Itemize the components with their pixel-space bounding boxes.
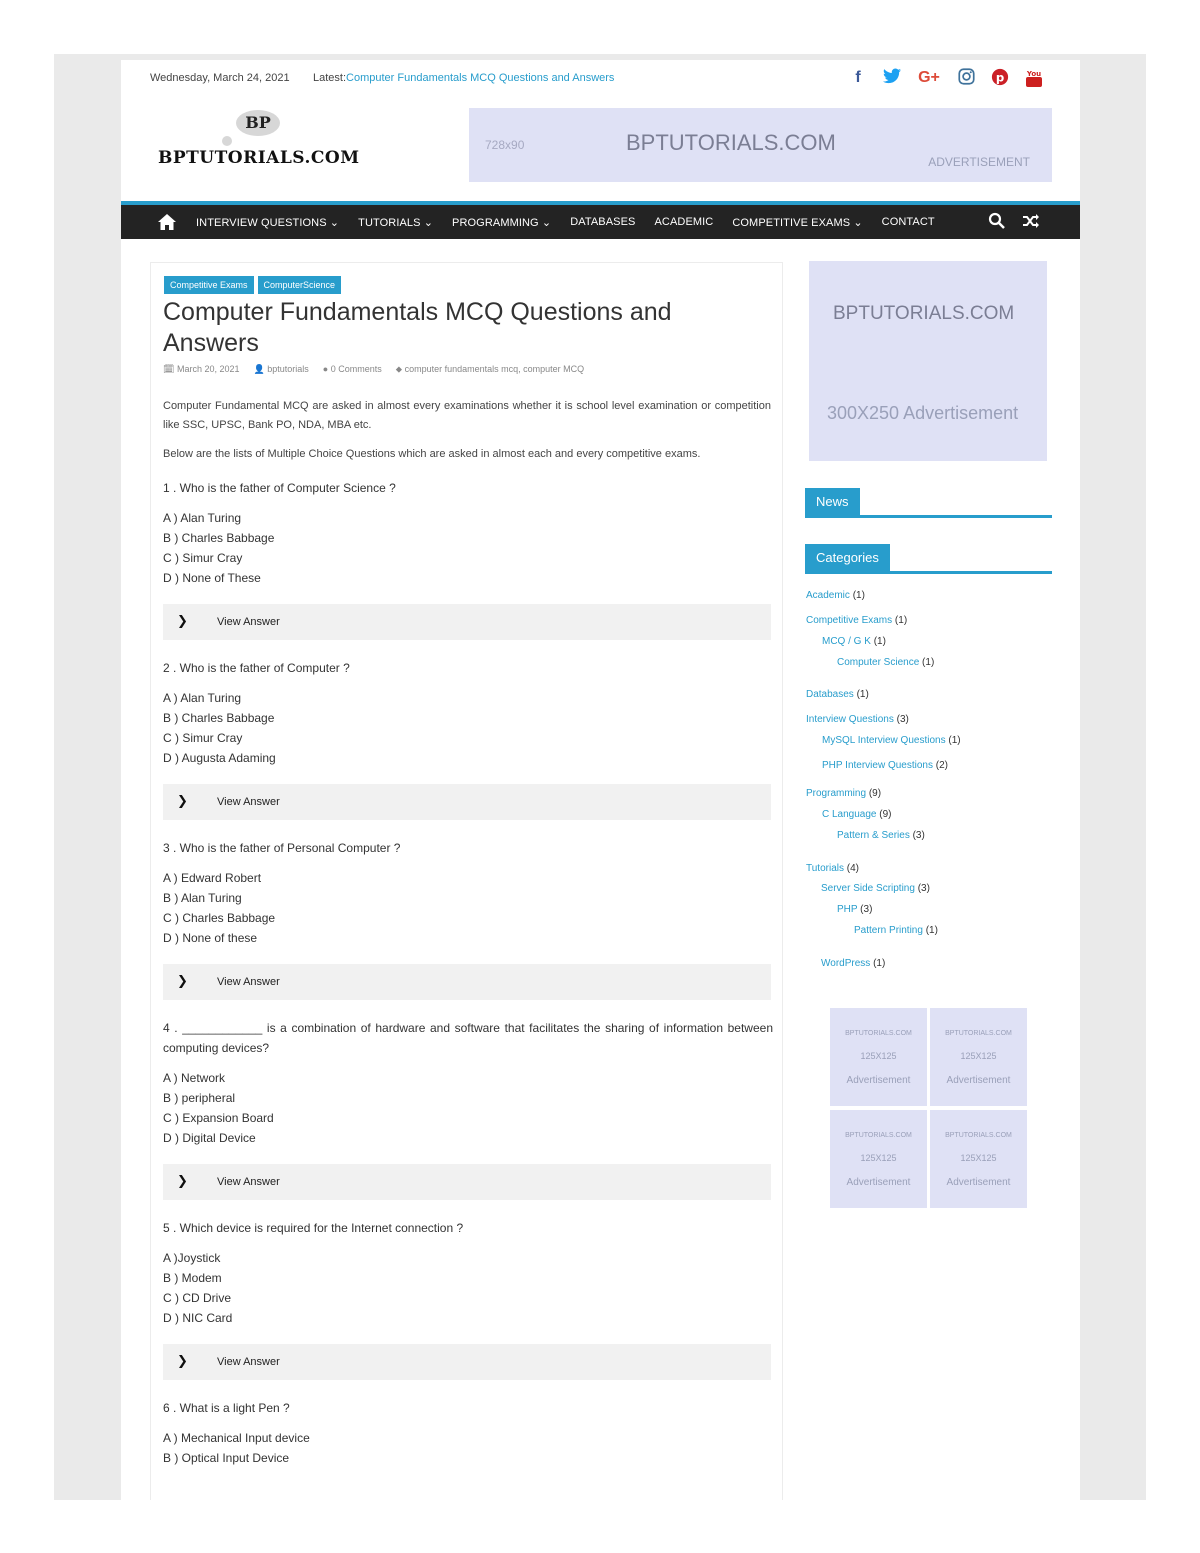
category-count: (1): [873, 636, 886, 647]
category-link[interactable]: Pattern & Series: [837, 830, 910, 841]
instagram-icon[interactable]: [956, 68, 976, 88]
ad-label: Advertisement: [946, 1075, 1011, 1086]
option-list: [163, 868, 773, 948]
category-count: (9): [879, 809, 892, 820]
option-list: [163, 508, 773, 588]
question-block: [163, 478, 773, 588]
chevron-right-icon: ❯: [177, 793, 188, 808]
ad-size: 125X125: [960, 1153, 997, 1163]
option: D ) Augusta Adaming: [163, 751, 276, 765]
header-advertisement[interactable]: [469, 108, 1052, 182]
category-count: (1): [894, 615, 908, 626]
question-block: [163, 838, 773, 948]
article-title: Computer Fundamentals MCQ Questions and Answers: [163, 298, 672, 357]
pinterest-icon[interactable]: [990, 68, 1010, 88]
logo-mark: BP: [236, 110, 280, 136]
small-advertisement[interactable]: [930, 1008, 1027, 1106]
category-tags: [164, 276, 341, 294]
chevron-right-icon: ❯: [177, 973, 188, 988]
twitter-icon[interactable]: [882, 68, 902, 88]
question-text: 2 . Who is the father of Computer ?: [163, 661, 350, 675]
category-item[interactable]: [806, 863, 859, 874]
category-item[interactable]: [821, 958, 885, 969]
view-answer-toggle[interactable]: [163, 1164, 771, 1200]
category-count: (1): [948, 735, 961, 746]
post-date-text: March 20, 2021: [176, 364, 240, 374]
article-meta: [163, 364, 584, 375]
option: C ) Simur Cray: [163, 731, 243, 745]
ad-size: 125X125: [960, 1051, 997, 1061]
category-count: (1): [922, 657, 935, 668]
question-text: 5 . Which device is required for the Internet connection ?: [163, 1221, 464, 1235]
view-answer-label: View Answer: [217, 796, 280, 808]
question-text: 4 . ____________ is a combination of hardware and software that facilitates the sharing of information between computing devices?: [163, 1021, 773, 1055]
option-list: [163, 1068, 773, 1148]
post-author-text: bptutorials: [267, 364, 309, 374]
ad-site-name: BPTUTORIALS.COM: [945, 1132, 1012, 1139]
category-count: (1): [873, 958, 886, 969]
category-link[interactable]: Programming: [806, 788, 867, 799]
category-link[interactable]: MCQ / G K: [822, 636, 871, 647]
news-title-text: News: [805, 488, 860, 515]
category-tag[interactable]: ComputerScience: [258, 276, 342, 294]
category-count: (1): [856, 689, 869, 700]
chevron-right-icon: ❯: [177, 1353, 188, 1368]
option: D ) NIC Card: [163, 1311, 233, 1325]
post-comments-text: 0 Comments: [330, 364, 382, 374]
ad-site-name: BPTUTORIALS.COM: [845, 1132, 912, 1139]
category-item[interactable]: [806, 788, 881, 799]
ad-label: Advertisement: [846, 1075, 911, 1086]
post-author[interactable]: [254, 364, 309, 375]
ad-label: 300X250 Advertisement: [827, 403, 1019, 423]
option: A ) Network: [163, 1071, 226, 1085]
option: C ) Simur Cray: [163, 551, 243, 565]
nav-tutorials[interactable]: TUTORIALS ⌄: [358, 217, 434, 229]
option: B ) Modem: [163, 1271, 222, 1285]
tag-icon: ⬥: [395, 364, 403, 374]
category-link[interactable]: Pattern Printing: [854, 925, 923, 936]
category-item[interactable]: [822, 636, 886, 647]
categories-title-text: Categories: [805, 544, 890, 571]
categories-widget-title: [805, 544, 1052, 574]
option: A )Joystick: [163, 1251, 221, 1265]
ad-site-name: BPTUTORIALS.COM: [845, 1030, 912, 1037]
view-answer-label: View Answer: [217, 976, 280, 988]
ad-size: 125X125: [860, 1051, 897, 1061]
option-list: [163, 1428, 773, 1468]
small-advertisement[interactable]: [830, 1110, 927, 1208]
view-answer-toggle[interactable]: [163, 784, 771, 820]
nav-menu: [196, 216, 954, 229]
category-count: (3): [912, 830, 925, 841]
view-answer-label: View Answer: [217, 616, 280, 628]
view-answer-toggle[interactable]: [163, 604, 771, 640]
ad-label: ADVERTISEMENT: [928, 155, 1030, 169]
option: B ) Optical Input Device: [163, 1451, 290, 1465]
option: C ) Expansion Board: [163, 1111, 274, 1125]
category-item[interactable]: [806, 615, 907, 626]
option: D ) None of These: [163, 571, 261, 585]
nav-academic[interactable]: ACADEMIC: [654, 216, 714, 228]
random-post-icon[interactable]: [1022, 214, 1040, 231]
nav-contact[interactable]: CONTACT: [881, 216, 935, 228]
category-count: (3): [860, 904, 873, 915]
view-answer-label: View Answer: [217, 1176, 280, 1188]
category-link[interactable]: Competitive Exams: [806, 615, 893, 626]
chevron-right-icon: ❯: [177, 613, 188, 628]
question-block: [163, 658, 773, 768]
category-item[interactable]: [821, 883, 930, 894]
search-icon[interactable]: [988, 212, 1006, 230]
category-link[interactable]: WordPress: [821, 958, 871, 969]
post-comments[interactable]: [323, 364, 382, 375]
category-count: (3): [917, 883, 930, 894]
category-link[interactable]: Computer Science: [837, 657, 920, 668]
option: B ) Charles Babbage: [163, 531, 275, 545]
current-date: Wednesday, March 24, 2021: [150, 72, 290, 84]
category-count: (1): [925, 925, 938, 936]
category-item[interactable]: [837, 657, 934, 668]
chevron-right-icon: ❯: [177, 1173, 188, 1188]
ad-size: 125X125: [860, 1153, 897, 1163]
intro-paragraph-2: Below are the lists of Multiple Choice Questions which are asked in almost each and every competitive exams.: [163, 448, 701, 460]
main-navigation: [121, 201, 1080, 239]
question-block: [163, 1018, 773, 1148]
option-list: [163, 1248, 773, 1328]
user-icon: 👤: [253, 364, 265, 374]
ad-site-name: BPTUTORIALS.COM: [833, 303, 1015, 324]
option: D ) Digital Device: [163, 1131, 256, 1145]
category-count: (9): [868, 788, 882, 799]
ad-label: Advertisement: [846, 1177, 911, 1188]
category-item[interactable]: [806, 689, 869, 700]
category-link[interactable]: Tutorials: [806, 863, 844, 874]
category-item[interactable]: [822, 809, 892, 820]
option: D ) None of these: [163, 931, 258, 945]
category-link[interactable]: MySQL Interview Questions: [822, 735, 946, 746]
nav-competitive-exams[interactable]: COMPETITIVE EXAMS ⌄: [732, 217, 863, 229]
nav-databases[interactable]: DATABASES: [570, 216, 636, 228]
small-advertisement[interactable]: [830, 1008, 927, 1106]
facebook-icon[interactable]: f: [855, 69, 861, 86]
question-block: [163, 1218, 773, 1328]
category-item[interactable]: [822, 735, 961, 746]
category-count: (3): [896, 714, 909, 725]
category-item[interactable]: [854, 925, 938, 936]
category-link[interactable]: Databases: [806, 689, 854, 700]
question-text: 1 . Who is the father of Computer Science ?: [163, 481, 396, 495]
option: A ) Alan Turing: [163, 511, 242, 525]
category-link[interactable]: Interview Questions: [806, 714, 894, 725]
latest-link[interactable]: Computer Fundamentals MCQ Questions and Answers: [346, 72, 615, 84]
comment-icon: ●: [322, 364, 329, 374]
latest-label: Latest:: [313, 72, 347, 84]
svg-text:p: p: [995, 70, 1005, 85]
category-link[interactable]: Academic: [806, 590, 850, 601]
nav-programming[interactable]: PROGRAMMING ⌄: [452, 217, 552, 229]
ad-label: Advertisement: [946, 1177, 1011, 1188]
option: A ) Alan Turing: [163, 691, 242, 705]
ad-size: 728x90: [485, 138, 525, 152]
intro-paragraph: Computer Fundamental MCQ are asked in almost every examinations whether it is school level examination or competition like SSC, UPSC, Bank PO, NDA, MBA etc.: [163, 400, 771, 431]
category-count: (2): [935, 760, 948, 771]
news-widget-title: [805, 488, 1052, 518]
category-link[interactable]: C Language: [822, 809, 877, 820]
option: B ) peripheral: [163, 1091, 236, 1105]
question-text: 3 . Who is the father of Personal Computer ?: [163, 841, 401, 855]
option: B ) Alan Turing: [163, 891, 242, 905]
question-block: [163, 1398, 773, 1468]
category-link[interactable]: PHP Interview Questions: [822, 760, 933, 771]
home-icon[interactable]: [157, 213, 177, 231]
sidebar-advertisement[interactable]: [809, 261, 1047, 461]
logo-bubble-tail: [222, 136, 232, 146]
category-item[interactable]: [837, 904, 872, 915]
option: A ) Edward Robert: [163, 871, 262, 885]
post-date[interactable]: [163, 364, 240, 375]
article: [150, 262, 783, 1500]
category-item[interactable]: [806, 590, 865, 601]
option: C ) CD Drive: [163, 1291, 231, 1305]
logo-text: BPTUTORIALS.COM: [158, 148, 360, 168]
category-tag[interactable]: Competitive Exams: [164, 276, 254, 294]
svg-text:You: You: [1026, 70, 1042, 78]
post-tags[interactable]: [396, 364, 584, 375]
option-list: [163, 688, 773, 768]
question-text: 6 . What is a light Pen ?: [163, 1401, 290, 1415]
youtube-icon[interactable]: [1024, 68, 1044, 88]
category-link[interactable]: Server Side Scripting: [821, 883, 915, 894]
top-bar: [150, 70, 1050, 88]
category-item[interactable]: [822, 760, 948, 771]
option: C ) Charles Babbage: [163, 911, 276, 925]
view-answer-label: View Answer: [217, 1356, 280, 1368]
site-logo[interactable]: [158, 110, 358, 170]
category-count: (1): [852, 590, 865, 601]
small-advertisement[interactable]: [930, 1110, 1027, 1208]
google-plus-icon[interactable]: G+: [918, 69, 940, 86]
calendar-icon: 🗓: [163, 364, 175, 374]
social-links: [848, 68, 1044, 88]
category-item[interactable]: [837, 830, 925, 841]
ad-site-name: BPTUTORIALS.COM: [626, 130, 836, 155]
category-item[interactable]: [806, 714, 909, 725]
latest-news: [313, 72, 614, 84]
category-link[interactable]: PHP: [837, 904, 858, 915]
view-answer-toggle[interactable]: [163, 964, 771, 1000]
nav-interview-questions[interactable]: INTERVIEW QUESTIONS ⌄: [196, 217, 340, 229]
option: B ) Charles Babbage: [163, 711, 275, 725]
view-answer-toggle[interactable]: [163, 1344, 771, 1380]
ad-site-name: BPTUTORIALS.COM: [945, 1030, 1012, 1037]
category-count: (4): [846, 863, 859, 874]
post-tags-text: computer fundamentals mcq, computer MCQ: [404, 364, 585, 374]
option: A ) Mechanical Input device: [163, 1431, 310, 1445]
